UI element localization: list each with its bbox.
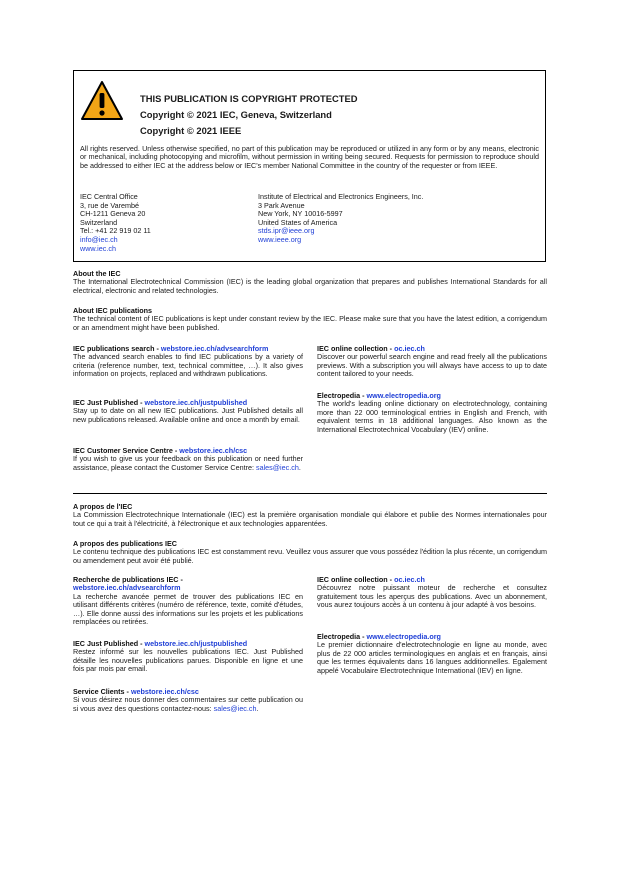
about-iec-heading: About the IEC: [73, 269, 121, 278]
about-iec-heading-fr: A propos de l'IEC: [73, 502, 133, 511]
customer-service-end: .: [298, 462, 301, 472]
about-iec-en: [73, 270, 547, 295]
online-collection-en: [317, 345, 547, 379]
customer-service-text-fr: Si vous désirez nous donner des commentaires sur cette publication ou si vous avez des questions contactez-nous:: [73, 695, 303, 713]
rights-statement: All rights reserved. Unless otherwise specified, no part of this publication may be reproduced or utilized in any form or by any means, electronic or mechanical, including photocopying and microfilm, without permission in writing being secured. Requests for permission to reproduce should be addressed to either IEC at the address below or IEC's member National Committee in the country of the requester or from IEEE.: [80, 144, 539, 170]
online-collection-text-fr: Découvrez notre puissant moteur de recherche et consultez gratuitement tous les aperçus des publications. Avec un abonnement, vous aurez toujours accès à un contenu à jour adapté à vos besoins.: [317, 583, 547, 610]
csc-link-fr[interactable]: webstore.iec.ch/csc: [130, 687, 199, 696]
ieee-city: New York, NY 10016-5997: [258, 209, 343, 219]
justpublished-link[interactable]: webstore.iec.ch/justpublished: [144, 398, 248, 407]
ieee-country: United States of America: [258, 217, 338, 227]
about-iec-fr: [73, 503, 547, 528]
about-pubs-heading-fr: A propos des publications IEC: [73, 539, 177, 548]
just-published-heading: IEC Just Published -: [73, 398, 145, 407]
iec-web-link[interactable]: www.iec.ch: [80, 243, 116, 253]
iec-name: IEC Central Office: [80, 192, 138, 201]
iec-address: [80, 193, 151, 253]
online-collection-heading-fr: IEC online collection -: [317, 575, 395, 584]
advsearch-link-fr[interactable]: webstore.iec.ch/advsearchform: [73, 583, 181, 593]
customer-service-heading: IEC Customer Service Centre -: [73, 446, 180, 455]
just-published-fr: [73, 640, 303, 674]
copyright-title: THIS PUBLICATION IS COPYRIGHT PROTECTED: [140, 93, 358, 104]
online-collection-heading: IEC online collection -: [317, 344, 395, 353]
warning-icon: [80, 79, 124, 123]
oc-link-fr[interactable]: oc.iec.ch: [394, 575, 425, 584]
iec-city: CH-1211 Geneva 20: [80, 209, 146, 219]
about-pubs-text-fr: Le contenu technique des publications IEC est constamment revu. Veuillez vous assurer que vous possédez l'édition la plus récente, un corrigendum ou amendement peut avoir été publié.: [73, 547, 547, 565]
ieee-name: Institute of Electrical and Electronics Engineers, Inc.: [258, 192, 424, 201]
ieee-email-link[interactable]: stds.ipr@ieee.org: [258, 226, 315, 236]
about-pubs-heading: About IEC publications: [73, 306, 153, 315]
iec-street: 3, rue de Varembé: [80, 200, 139, 210]
ieee-street: 3 Park Avenue: [258, 200, 305, 210]
customer-service-heading-fr: Service Clients -: [73, 687, 131, 696]
about-pubs-en: [73, 307, 547, 332]
about-iec-text: The International Electrotechnical Commission (IEC) is the leading global organization that prepares and publishes International Standards for all electrical, electronic and related technologies.: [73, 277, 547, 295]
iec-country: Switzerland: [80, 217, 118, 227]
copyright-iec: Copyright © 2021 IEC, Geneva, Switzerland: [140, 109, 332, 120]
electropedia-fr: [317, 633, 547, 675]
sales-email-link-fr[interactable]: sales@iec.ch: [213, 703, 257, 713]
sales-email-link[interactable]: sales@iec.ch: [255, 462, 299, 472]
section-divider: [73, 493, 547, 494]
iec-tel: Tel.: +41 22 919 02 11: [80, 226, 151, 236]
just-published-heading-fr: IEC Just Published -: [73, 639, 145, 648]
online-collection-text: Discover our powerful search engine and read freely all the publications previews. With a subscription you will always have access to up to date content tailored to your needs.: [317, 352, 547, 379]
advsearch-link[interactable]: webstore.iec.ch/advsearchform: [160, 344, 269, 353]
electropedia-en: [317, 392, 547, 434]
electropedia-text-fr: Le premier dictionnaire d'electrotechnologie en ligne au monde, avec plus de 22 000 articles terminologiques en anglais et en français, ainsi que les termes équivalents dans 16 langues additionnelles. Egalement appelé Vocabulaire Electrotechnique International (IEV) en ligne.: [317, 640, 547, 675]
electropedia-heading-fr: Electropedia -: [317, 632, 367, 641]
justpublished-link-fr[interactable]: webstore.iec.ch/justpublished: [144, 639, 248, 648]
customer-service-text: If you wish to give us your feedback on this publication or need further assistance, please contact the Customer Service Centre:: [73, 454, 303, 472]
pubs-search-fr: [73, 576, 303, 626]
iec-email-link[interactable]: info@iec.ch: [80, 234, 118, 244]
customer-service-fr: [73, 688, 303, 713]
pubs-search-text: The advanced search enables to find IEC publications by a variety of criteria (reference number, text, technical committee, …). It also gives information on projects, replaced and withdrawn publications.: [73, 352, 303, 379]
oc-link[interactable]: oc.iec.ch: [394, 344, 425, 353]
pubs-search-heading: IEC publications search -: [73, 344, 161, 353]
about-pubs-text: The technical content of IEC publications is kept under constant review by the IEC. Please make sure that you have the latest edition, a corrigendum or an amendment might have been published.: [73, 314, 547, 332]
about-iec-text-fr: La Commission Electrotechnique Internationale (IEC) est la première organisation mondiale qui élabore et publie des Normes internationales pour tout ce qui a trait à l'électricité, à l'électronique et aux technologies apparentées.: [73, 510, 547, 528]
about-pubs-fr: [73, 540, 547, 565]
customer-service-end-fr: .: [256, 703, 259, 713]
just-published-en: [73, 399, 303, 424]
customer-service-en: [73, 447, 303, 472]
ieee-address: [258, 193, 423, 245]
electropedia-heading: Electropedia -: [317, 391, 367, 400]
just-published-text: Stay up to date on all new IEC publications. Just Published details all new publications released. Available online and once a month by email.: [73, 406, 303, 424]
pubs-search-text-fr: La recherche avancée permet de trouver des publications IEC en utilisant différents critères (numéro de référence, texte, comité d'études, …). Elle donne aussi des informations sur les projets et les publications remplacées ou retirées.: [73, 591, 303, 627]
ieee-web-link[interactable]: www.ieee.org: [258, 234, 302, 244]
pubs-search-heading-fr: Recherche de publications IEC -: [73, 575, 183, 584]
online-collection-fr: [317, 576, 547, 610]
just-published-text-fr: Restez informé sur les nouvelles publications IEC. Just Published détaille les nouvelles publications parues. Disponible en ligne et une fois par mois par email.: [73, 647, 303, 674]
csc-link[interactable]: webstore.iec.ch/csc: [179, 446, 248, 455]
electropedia-link-fr[interactable]: www.electropedia.org: [366, 632, 441, 641]
pubs-search-en: [73, 345, 303, 379]
copyright-ieee: Copyright © 2021 IEEE: [140, 125, 242, 136]
electropedia-link[interactable]: www.electropedia.org: [366, 391, 441, 400]
electropedia-text: The world's leading online dictionary on electrotechnology, containing more than 22 000 terminological entries in English and French, with equivalent terms in 18 additional languages. Also known as the International Electrotechnical Vocabulary (IEV) online.: [317, 399, 547, 434]
